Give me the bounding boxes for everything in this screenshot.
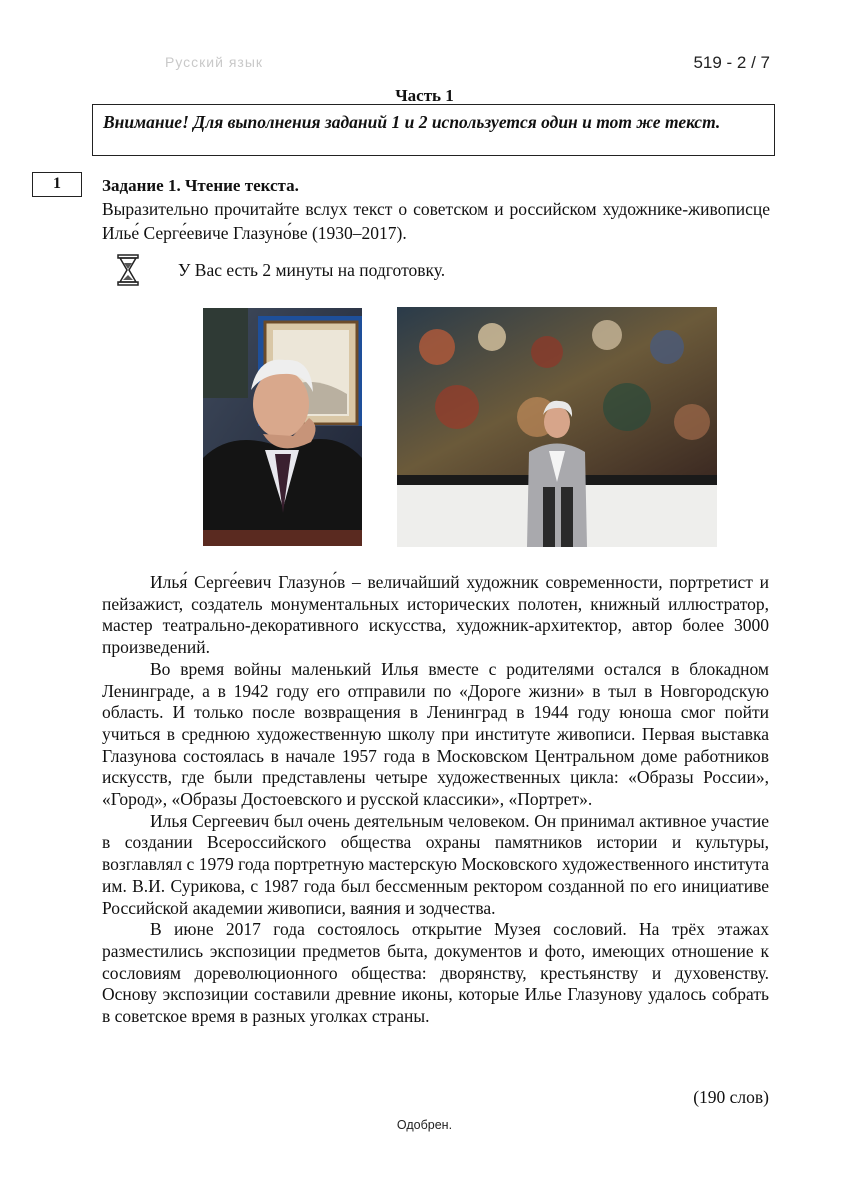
page-code: 519 - 2 / 7: [693, 53, 770, 72]
paragraph: Илья Сергеевич был очень деятельным человеком. Он принимал активное участие в создании Всероссийского общества охраны памятников истории и культуры, возглавлял с 1979 года портретную мастерскую Московского художественного института им. В.И. Сурикова, с 1987 года был бессменным ректором созданной по его инициативе Российской академии живописи, ваяния и зодчества.: [102, 810, 769, 918]
task-number-box: 1: [32, 172, 82, 197]
task-title: Задание 1. Чтение текста.: [102, 176, 299, 195]
preparation-time-text: У Вас есть 2 минуты на подготовку.: [178, 260, 446, 280]
attention-box: Внимание! Для выполнения заданий 1 и 2 используется один и тот же текст.: [92, 104, 775, 156]
paragraph: Во время войны маленький Илья вместе с родителями остался в блокадном Ленинграде, а в 1942 году его отправили по «Дороге жизни» в тыл в Новгородскую область. И только после возвращения в Ленинград в 1944 году юноша смог пойти учиться в среднюю художественную школу при институте живописи. Первая выставка Глазунова состоялась в начале 1957 года в Московском Центральном доме работников искусств, где были представлены четыре художественных цикла: «Образы России», «Город», «Образы Достоевского и русской классики», «Портрет».: [102, 658, 769, 810]
part-title: Часть 1: [395, 86, 454, 105]
header-subject-faded: Русский язык: [165, 54, 264, 70]
paragraph: Илья́ Серге́евич Глазуно́в – величайший художник современности, портретист и пейзажист, создатель монументальных исторических полотен, книжный иллюстратор, мастер театрально-декоративного искусства, художник-архитектор, автор более 3000 произведений.: [102, 572, 769, 658]
reading-text: [102, 572, 769, 1028]
word-count: (190 слов): [693, 1087, 769, 1107]
portrait-photo: [203, 308, 362, 546]
approval-footer: Одобрен.: [396, 1118, 453, 1132]
gallery-photo: [397, 307, 717, 547]
hourglass-icon: [116, 254, 140, 286]
task-instruction: Выразительно прочитайте вслух текст о советском и российском художнике-живописце Илье́ Серге́евиче Глазуно́ве (1930–2017).: [102, 199, 770, 243]
paragraph: В июне 2017 года состоялось открытие Музея сословий. На трёх этажах разместились экспозиции предметов быта, документов и фото, имеющих отношение к сословиям дореволюционного общества: дворянству, крестьянству и духовенству. Основу экспозиции составили древние иконы, которые Илье Глазунову удалось собрать в советское время в разных уголках страны.: [102, 919, 769, 1027]
